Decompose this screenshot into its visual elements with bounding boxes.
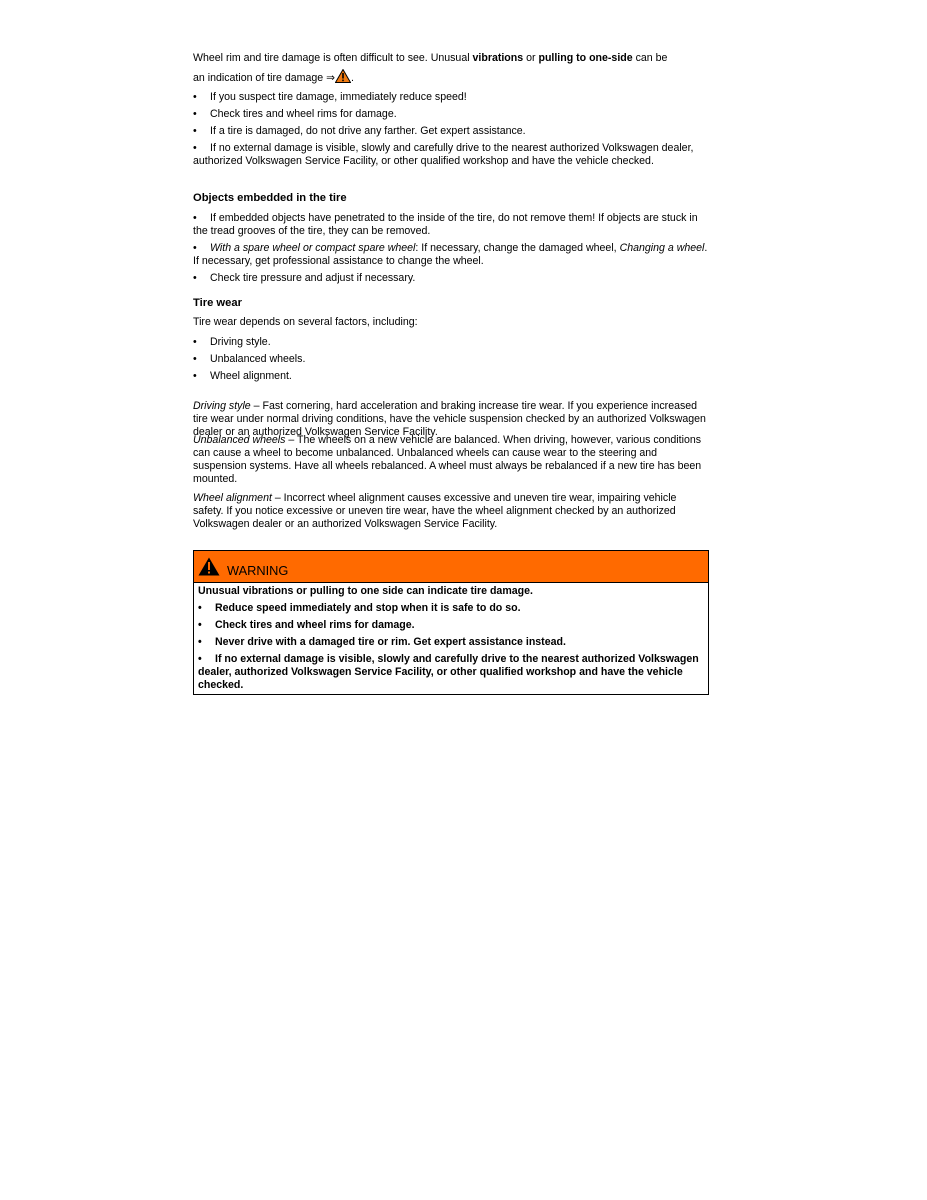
paragraph-driving-style: Driving style – Fast cornering, hard acceleration and braking increase tire wear. If you experience increased tire wear under normal driving conditions, have the vehicle suspension checked by an authorized Volkswagen dealer or an authorized Volkswagen Service Facility. xyxy=(193,399,706,438)
warning-body xyxy=(194,583,708,692)
list-item: • Unbalanced wheels. xyxy=(193,353,306,365)
heading-objects-embedded: Objects embedded in the tire xyxy=(193,192,347,204)
bullet-list-damage xyxy=(193,91,709,168)
list-item: • Check tire pressure and adjust if necessary. xyxy=(193,272,416,284)
tire-wear-lead: Tire wear depends on several factors, including: xyxy=(193,316,418,328)
list-item: • If you suspect tire damage, immediately reduce speed! xyxy=(193,91,467,103)
intro-text: can be xyxy=(632,52,668,64)
warning-box xyxy=(193,550,709,695)
paragraph-wheel-alignment: Wheel alignment – Incorrect wheel alignment causes excessive and uneven tire wear, impairing vehicle safety. If you notice excessive or uneven tire wear, have the wheel alignment checked by an authorized Volkswagen dealer or an authorized Volkswagen Service Facility. xyxy=(193,492,677,530)
list-item: • Reduce speed immediately and stop when it is safe to do so. xyxy=(198,602,521,614)
intro-text: an indication of tire damage ⇒ xyxy=(193,72,335,84)
intro-text: or xyxy=(523,52,539,64)
list-item: • Check tires and wheel rims for damage. xyxy=(193,108,397,120)
intro-line-2 xyxy=(193,69,709,85)
list-item: • Check tires and wheel rims for damage. xyxy=(198,619,415,631)
warning-lead: Unusual vibrations or pulling to one side can indicate tire damage. xyxy=(198,585,533,597)
intro-line-1 xyxy=(193,52,709,65)
changing-a-wheel-link[interactable]: Changing a wheel xyxy=(619,242,705,254)
tire-wear-factors xyxy=(193,336,709,383)
list-item: • If no external damage is visible, slowly and carefully drive to the nearest authorized Volkswagen dealer, authorized Volkswagen Service Facility, or other qualified workshop and have the vehicle checked. xyxy=(193,142,694,167)
intro-text: Wheel rim and tire damage is often difficult to see. Unusual xyxy=(193,52,473,64)
list-item: • If a tire is damaged, do not drive any farther. Get expert assistance. xyxy=(193,125,526,137)
heading-tire-wear: Tire wear xyxy=(193,297,242,309)
intro-bold-pulling: pulling to one-side xyxy=(538,52,633,64)
list-item: • If no external damage is visible, slowly and carefully drive to the nearest authorized Volkswagen dealer, authorized Volkswagen Service Facility, or other qualified workshop and have the vehicle checked. xyxy=(198,653,699,691)
list-item: • If embedded objects have penetrated to the inside of the tire, do not remove them! If objects are stuck in the tread grooves of the tire, they can be removed. xyxy=(193,212,698,237)
paragraph-unbalanced-wheels: Unbalanced wheels – The wheels on a new vehicle are balanced. When driving, however, various conditions can cause a wheel to become unbalanced. Unbalanced wheels can cause wear to the steering and suspension systems. Have all wheels rebalanced. A wheel must always be rebalanced if a new tire has been mounted. xyxy=(193,434,702,485)
list-item: • Driving style. xyxy=(193,336,271,348)
warning-triangle-icon[interactable] xyxy=(335,69,351,83)
bullet-list-embedded xyxy=(193,212,709,285)
warning-title: WARNING xyxy=(227,563,289,578)
warning-icon xyxy=(198,557,220,576)
list-item: • Never drive with a damaged tire or rim. Get expert assistance instead. xyxy=(198,636,566,648)
intro-bold-vibrations: vibrations xyxy=(472,52,524,64)
list-item: • Wheel alignment. xyxy=(193,370,292,382)
intro-text: . xyxy=(350,72,354,84)
warning-header xyxy=(194,551,708,583)
list-item: • With a spare wheel or compact spare wheel: If necessary, change the damaged wheel, Changing a wheel. If necessary, get professional assistance to change the wheel. xyxy=(193,242,708,267)
